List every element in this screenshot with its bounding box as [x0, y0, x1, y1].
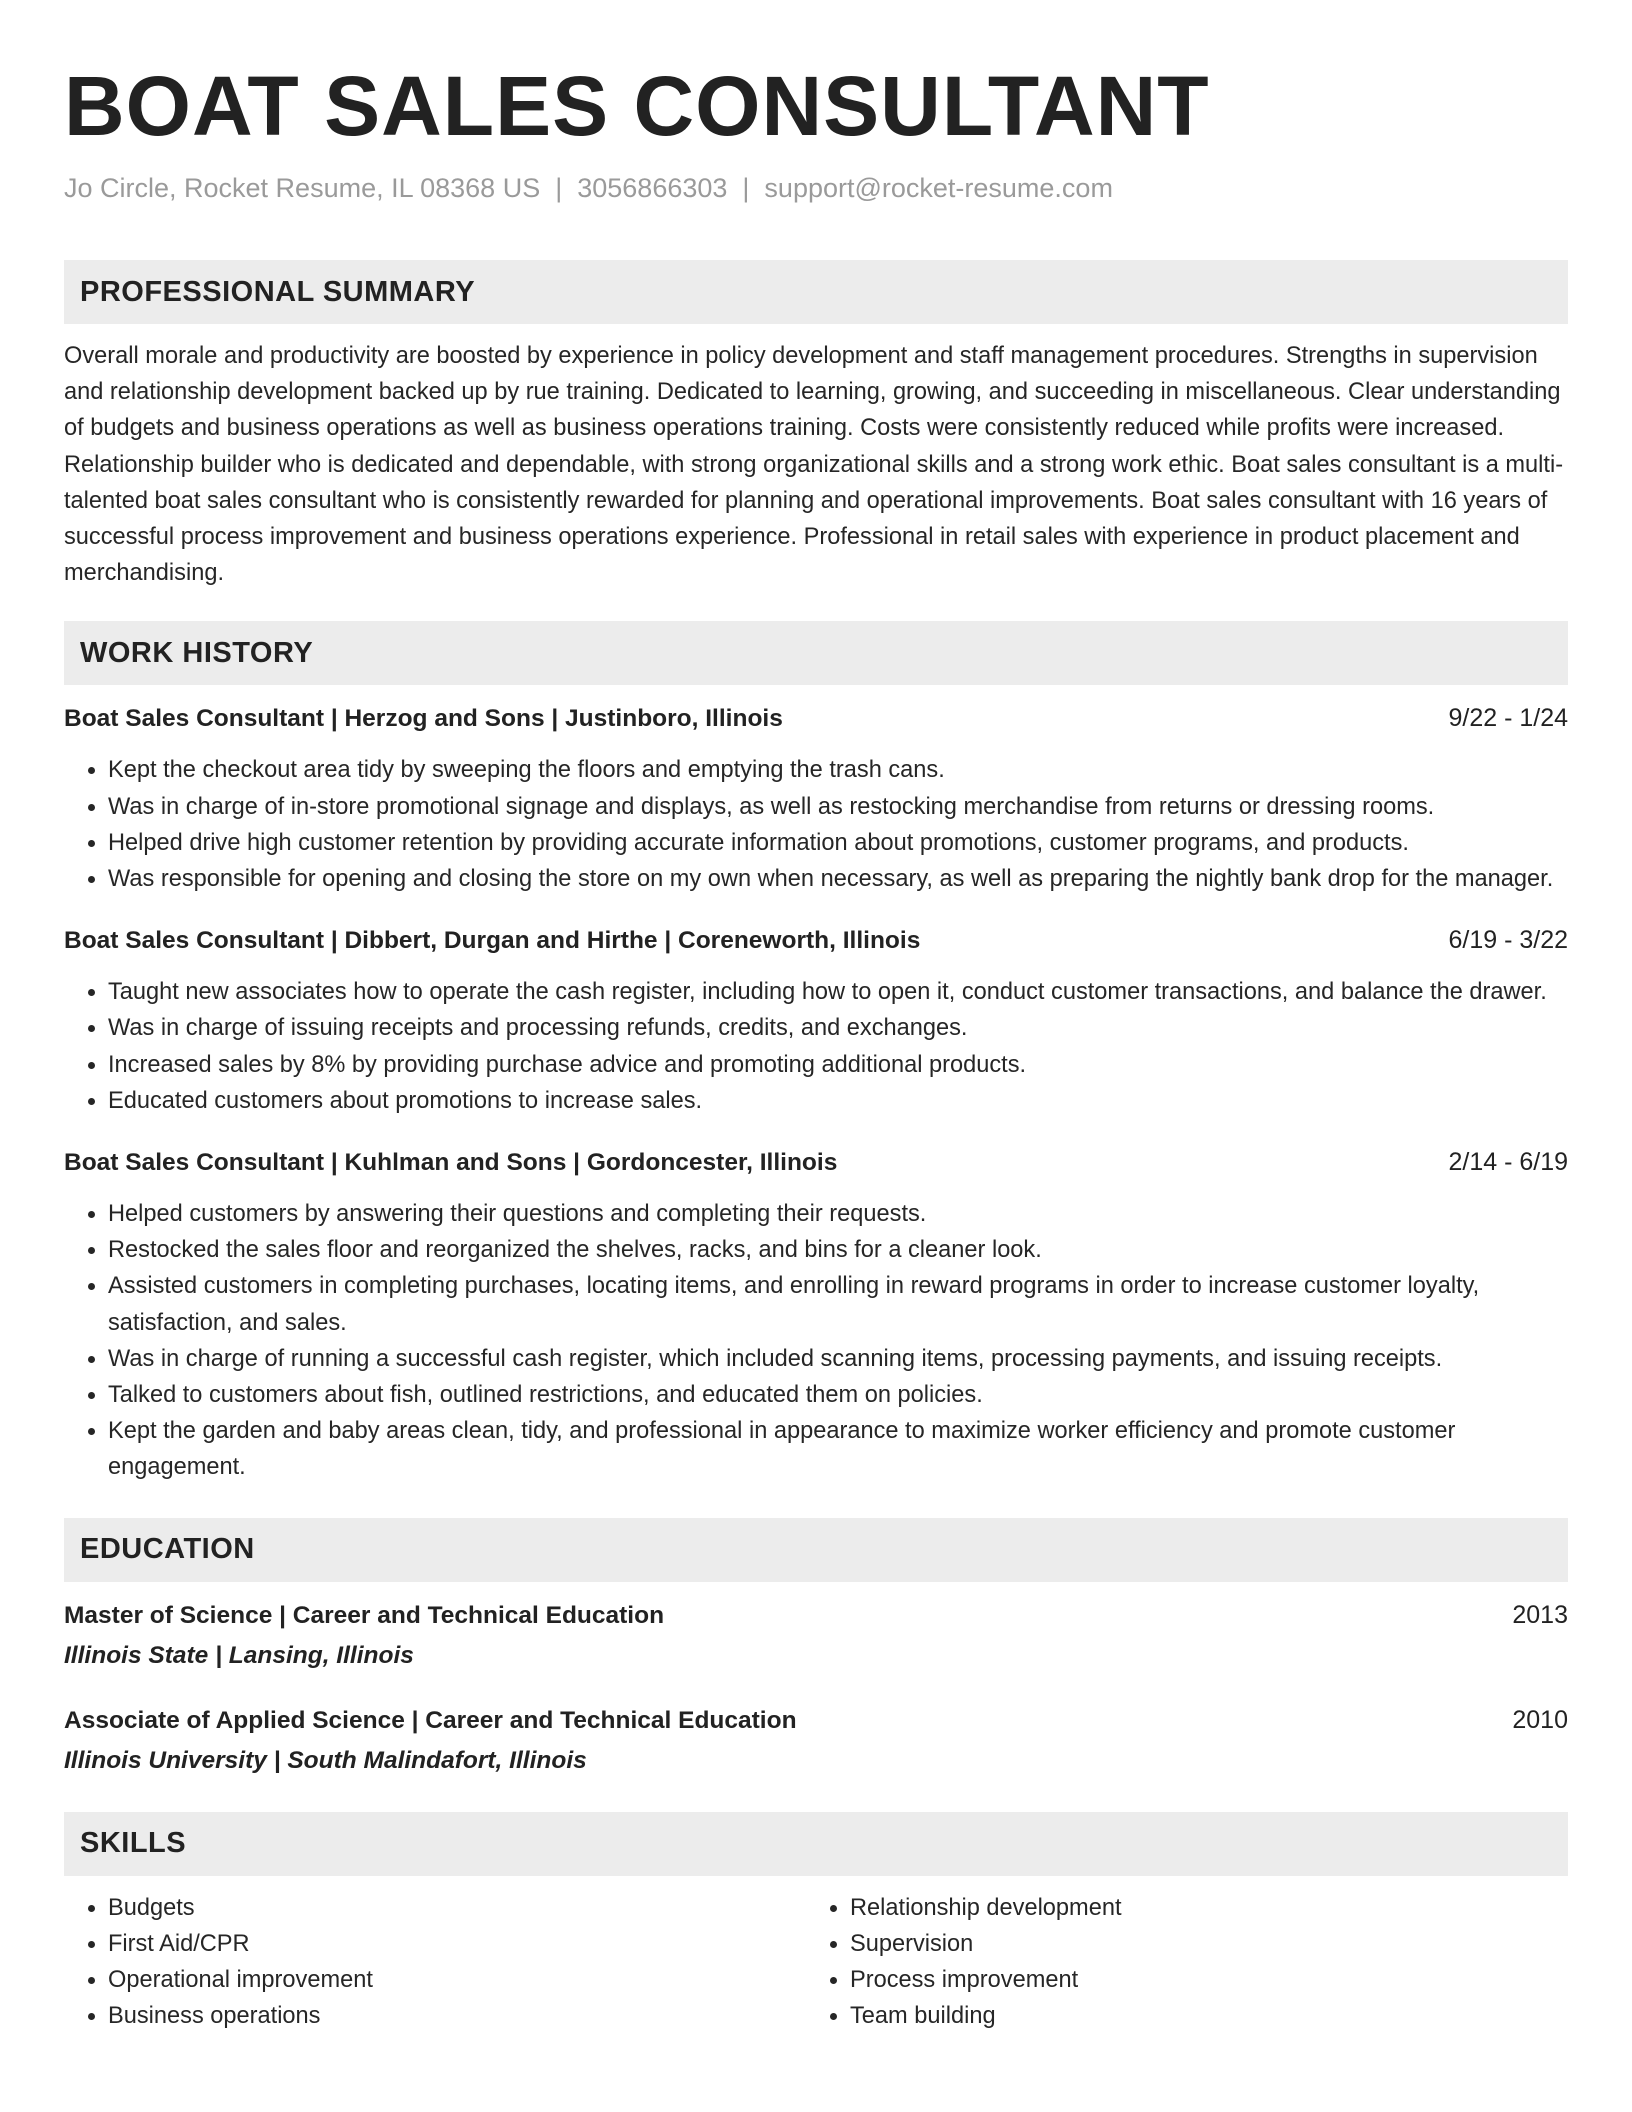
resume-name: BOAT SALES CONSULTANT — [64, 59, 1210, 153]
contact-phone: 3056866303 — [577, 173, 728, 203]
skill-item: • Process improvement — [850, 1962, 1548, 1998]
job-bullet: • Kept the checkout area tidy by sweeping the floors and emptying the trash cans. — [108, 752, 1568, 788]
job-bullet: • Was in charge of in-store promotional signage and displays, as well as restocking merchandise from returns or dressing rooms. — [108, 789, 1568, 825]
job-header — [64, 1145, 1568, 1180]
section-heading-education: EDUCATION — [64, 1518, 1568, 1582]
job-bullets — [64, 1196, 1568, 1486]
skill-item: • Operational improvement — [108, 1962, 806, 1998]
education-header — [64, 1703, 1568, 1738]
contact-separator: | — [742, 173, 750, 203]
job-title: Boat Sales Consultant | Dibbert, Durgan and Hirthe | Coreneworth, Illinois — [64, 927, 921, 955]
skills-list — [64, 1890, 1568, 2035]
skill-item: • Supervision — [850, 1926, 1548, 1962]
skills-column-left — [64, 1890, 806, 2035]
skill-item: • Budgets — [108, 1890, 806, 1926]
education-year: 2010 — [1512, 1705, 1568, 1734]
job-bullets — [64, 974, 1568, 1119]
skill-item: • Team building — [850, 1998, 1548, 2034]
section-heading-summary: PROFESSIONAL SUMMARY — [64, 260, 1568, 324]
skill-item: • Relationship development — [850, 1890, 1548, 1926]
job-bullets — [64, 752, 1568, 897]
job-bullet: • Was responsible for opening and closing the store on my own when necessary, as well as preparing the nightly bank drop for the manager. — [108, 861, 1568, 897]
education-header — [64, 1598, 1568, 1633]
job-bullet: • Was in charge of running a successful cash register, which included scanning items, processing payments, and issuing receipts. — [108, 1341, 1568, 1377]
education-year: 2013 — [1512, 1600, 1568, 1629]
education-degree: Master of Science | Career and Technical Education — [64, 1601, 665, 1629]
job-bullet: • Assisted customers in completing purchases, locating items, and enrolling in reward programs in order to increase customer loyalty, satisfaction, and sales. — [108, 1268, 1568, 1340]
job-dates: 6/19 - 3/22 — [1448, 926, 1568, 955]
contact-email: support@rocket-resume.com — [764, 173, 1113, 203]
section-heading-skills: SKILLS — [64, 1812, 1568, 1876]
contact-address: Jo Circle, Rocket Resume, IL 08368 US — [64, 173, 541, 203]
summary-text: Overall morale and productivity are boosted by experience in policy development and staff management procedures. Strengths in supervision and relationship development backed up by rue training. Dedicated to learning, growing, and succeeding in miscellaneous. Clear understanding of budgets and business operations as well as business operations training. Costs were consistently reduced while profits were increased. Relationship builder who is dedicated and dependable, with strong organizational skills and a strong work ethic. Boat sales consultant is a multi-talented boat sales consultant who is consistently rewarded for planning and operational improvements. Boat sales consultant with 16 years of successful process improvement and business operations experience. Professional in retail sales with experience in product placement and merchandising. — [64, 343, 1564, 587]
job-dates: 2/14 - 6/19 — [1448, 1148, 1568, 1177]
section-heading-work-history: WORK HISTORY — [64, 621, 1568, 685]
job-title: Boat Sales Consultant | Herzog and Sons | Justinboro, Illinois — [64, 705, 783, 733]
skills-column-right — [806, 1890, 1548, 2035]
education-entry — [64, 1598, 1568, 1673]
skill-item: • Business operations — [108, 1998, 806, 2034]
job-dates: 9/22 - 1/24 — [1448, 704, 1568, 733]
job-bullet: • Talked to customers about fish, outlined restrictions, and educated them on policies. — [108, 1377, 1568, 1413]
job-title: Boat Sales Consultant | Kuhlman and Sons | Gordoncester, Illinois — [64, 1149, 838, 1177]
job-bullet: • Kept the garden and baby areas clean, tidy, and professional in appearance to maximize worker efficiency and promote customer engagement. — [108, 1413, 1568, 1485]
contact-line — [64, 168, 1568, 208]
job-entry — [64, 923, 1568, 1119]
job-entry — [64, 1145, 1568, 1486]
job-header — [64, 923, 1568, 958]
job-entry — [64, 701, 1568, 897]
job-bullet: • Restocked the sales floor and reorganized the shelves, racks, and bins for a cleaner look. — [108, 1232, 1568, 1268]
contact-separator: | — [555, 173, 563, 203]
job-header — [64, 701, 1568, 736]
job-bullet: • Educated customers about promotions to increase sales. — [108, 1083, 1568, 1119]
job-bullet: • Helped drive high customer retention by providing accurate information about promotions, customer programs, and products. — [108, 825, 1568, 861]
job-bullet: • Taught new associates how to operate the cash register, including how to open it, conduct customer transactions, and balance the drawer. — [108, 974, 1568, 1010]
education-school: Illinois University | South Malindafort, Illinois — [64, 1746, 587, 1774]
education-entry — [64, 1703, 1568, 1778]
job-bullet: • Increased sales by 8% by providing purchase advice and promoting additional products. — [108, 1047, 1568, 1083]
skill-item: • First Aid/CPR — [108, 1926, 806, 1962]
job-bullet: • Was in charge of issuing receipts and processing refunds, credits, and exchanges. — [108, 1010, 1568, 1046]
job-bullet: • Helped customers by answering their questions and completing their requests. — [108, 1196, 1568, 1232]
education-school: Illinois State | Lansing, Illinois — [64, 1641, 414, 1669]
education-degree: Associate of Applied Science | Career and Technical Education — [64, 1706, 797, 1734]
